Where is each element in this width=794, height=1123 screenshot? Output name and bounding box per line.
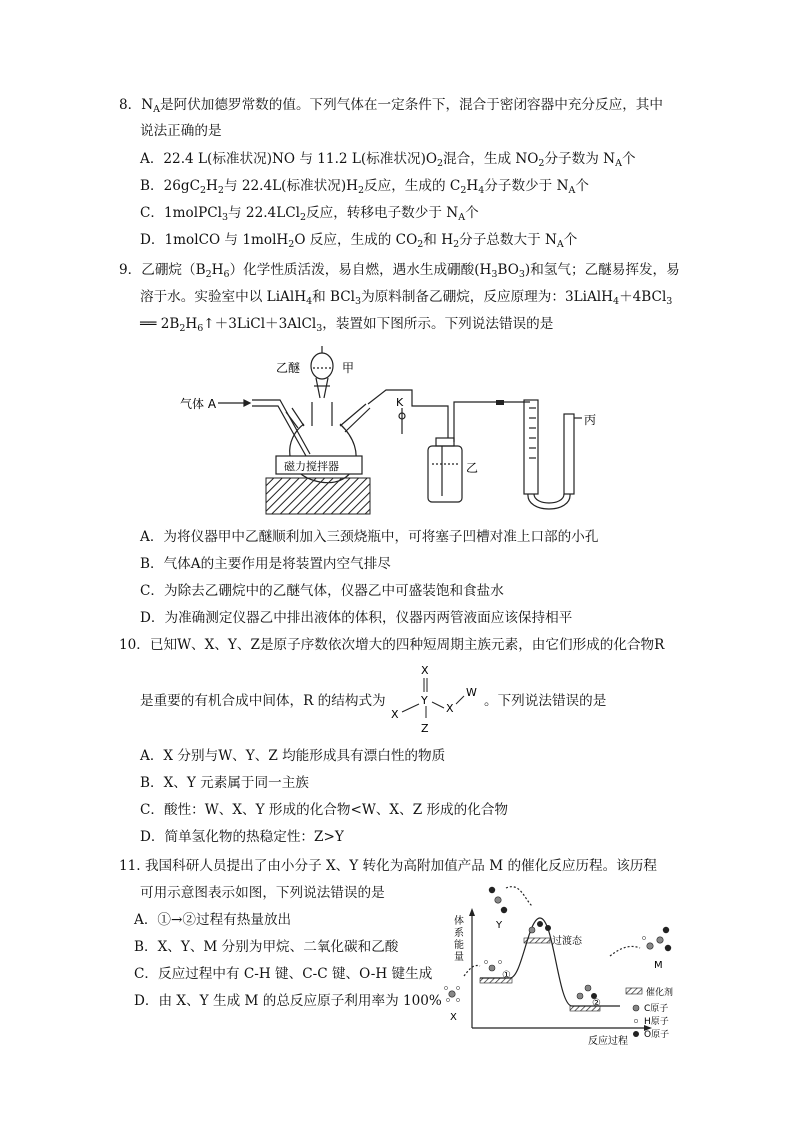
q11-option-a: A．①→②过程有热量放出	[134, 912, 292, 928]
label-jia: 甲	[342, 361, 355, 375]
q9-option-d: D．为准确测定仪器乙中排出液体的体积，仪器丙两管液面应该保持相平	[140, 610, 573, 626]
molecule-x	[444, 986, 459, 1001]
molecule-y	[489, 887, 507, 913]
q10-option-a: A．X 分别与W、Y、Z 均能形成具有漂白性的物质	[140, 748, 446, 764]
catalyst-slab-ts	[524, 938, 550, 943]
legend-catalyst-swatch	[626, 988, 642, 994]
q10-stem-line1: 10．已知W、X、Y、Z是原子序数依次增大的四种短周期主族元素，由它们形成的化合物R	[119, 637, 665, 653]
dropping-funnel	[311, 353, 333, 379]
q10-option-d: D．简单氢化物的热稳定性：Z>Y	[140, 829, 344, 845]
legend-o: O原子	[644, 1030, 670, 1040]
legend-c-dot	[633, 1005, 639, 1011]
formula-x-top: X	[421, 664, 429, 677]
label-bing: 丙	[584, 413, 597, 427]
formula-x-left: X	[391, 708, 399, 721]
q9-stem-line2: 溶于水。实验室中以 LiAlH$_4$和 BCl$_3$为原料制备乙硼烷，反应原理为：3LiAlH$_4$＋4BCl$_3$	[140, 289, 673, 307]
y-axis-label-3: 能	[454, 940, 464, 951]
burette	[524, 400, 538, 494]
y-axis-label-1: 体	[454, 916, 464, 927]
gas-inlet-tube	[252, 400, 310, 456]
molecule-m	[642, 927, 671, 951]
label-m: M	[654, 960, 663, 971]
bottle-yi	[428, 446, 462, 502]
legend-h: H原子	[644, 1017, 669, 1027]
base-block	[266, 478, 370, 514]
formula-z: Z	[421, 722, 429, 735]
u-tube	[528, 494, 570, 509]
label-gas-a: 气体 A	[180, 397, 217, 411]
q11-option-c: C．反应过程中有 C-H 键、C-C 键、O-H 键生成	[134, 966, 433, 982]
q10-stem-line2a: 是重要的有机合成中间体，R 的结构式为	[140, 693, 386, 709]
label-x: X	[450, 1012, 457, 1023]
q8-option-c: C．1molPCl$_3$与 22.4LCl$_2$反应，转移电子数少于 $N_A$个	[140, 205, 479, 223]
label-ether: 乙醚	[276, 361, 301, 375]
q11-stem-line2: 可用示意图表示如图，下列说法错误的是	[140, 885, 385, 901]
q8-option-a: A．22.4 L(标准状况)NO 与 11.2 L(标准状况)$O_2$混合，生成 $NO_2$分子数为 $N_A$个	[140, 151, 636, 169]
q9-stem-line1: 9．乙硼烷$(B_2H_6)$化学性质活泼，易自燃，遇水生成硼酸$(H_3BO_3)$和氢气；乙醚易挥发，易	[119, 262, 680, 280]
legend-c: C原子	[644, 1004, 669, 1014]
x-axis-label: 反应过程	[588, 1036, 628, 1047]
q8-option-b: B．$26gC_2H_2$与 22.4L(标准状况)$H_2$反应，生成的 $C_2H_4$分子数少于 $N_A$个	[140, 178, 589, 196]
q10-option-c: C．酸性：W、X、Y 形成的化合物<W、X、Z 形成的化合物	[140, 802, 509, 818]
y-axis-label-4: 量	[454, 952, 464, 963]
legend-catalyst: 催化剂	[646, 988, 674, 998]
label-state-1: ①	[502, 970, 511, 981]
q9-option-b: B．气体A的主要作用是将装置内空气排尽	[140, 556, 391, 572]
q10-stem-line2b: 。下列说法错误的是	[484, 693, 607, 709]
q9-apparatus-figure	[180, 342, 620, 522]
q8-option-d: D．1molCO 与 1molH$_2$O 反应，生成的 $CO_2$和 $H_2$分子总数大于 $N_A$个	[140, 232, 578, 250]
q10-option-b: B．X、Y 元素属于同一主族	[140, 775, 309, 791]
molecule-state-1	[484, 960, 501, 971]
formula-y: Y	[421, 694, 428, 707]
label-state-2: ②	[592, 998, 601, 1009]
q8-stem-line2: 说法正确的是	[140, 123, 222, 139]
label-stirrer: 磁力搅拌器	[284, 460, 339, 473]
q11-option-d: D．由 X、Y 生成 M 的总反应原子利用率为 100%	[134, 993, 442, 1009]
formula-x-right: X	[446, 702, 454, 715]
molecule-ts	[529, 921, 551, 933]
y-axis-label-2: 系	[454, 928, 464, 939]
q11-option-b: B．X、Y、M 分别为甲烷、二氧化碳和乙酸	[134, 939, 399, 955]
legend-h-dot	[634, 1019, 638, 1023]
q9-option-a: A．为将仪器甲中乙醚顺利加入三颈烧瓶中，可将塞子凹槽对准上口部的小孔	[140, 529, 599, 545]
formula-w: W	[466, 686, 477, 699]
label-yi: 乙	[466, 461, 479, 475]
legend-o-dot	[633, 1031, 639, 1037]
label-k: K	[396, 396, 404, 409]
level-tube-bing	[564, 414, 574, 494]
label-transition-state: 过渡态	[552, 936, 582, 947]
q9-option-c: C．为除去乙硼烷中的乙醚气体，仪器乙中可盛装饱和食盐水	[140, 583, 504, 599]
label-y: Y	[496, 920, 503, 931]
q9-stem-line3: ══ $2B_2H_6↑+3LiCl+3AlCl_3$，装置如下图所示。下列说法错误的是	[140, 316, 554, 334]
q11-energy-diagram	[440, 868, 690, 1048]
q8-stem-line1: 8．$N_A$是阿伏加德罗常数的值。下列气体在一定条件下，混合于密闭容器中充分反应，其中	[119, 97, 663, 115]
molecule-state-2	[577, 985, 597, 999]
q10-structural-formula	[386, 660, 486, 738]
q11-stem-line1: 11. 我国科研人员提出了由小分子 X、Y 转化为高附加值产品 M 的催化反应历程。该历程	[119, 858, 657, 874]
